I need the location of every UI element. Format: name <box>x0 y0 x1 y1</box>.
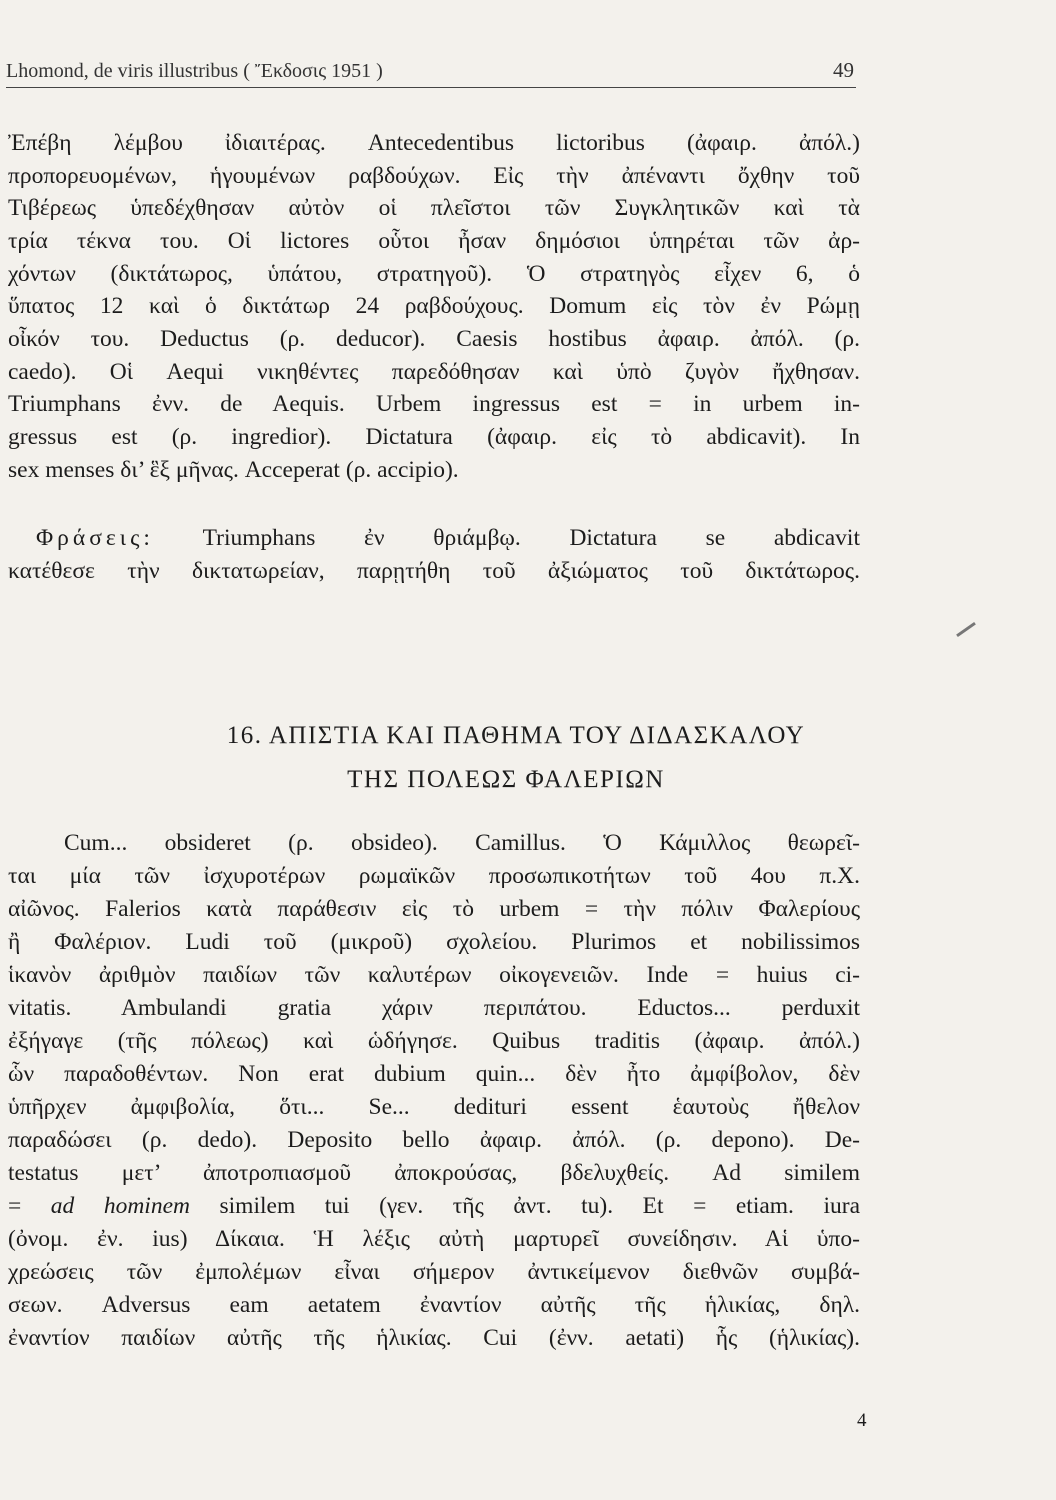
ad-line-rest: similem tui (γεν. τῆς ἀντ. tu). Et = etiam. iura <box>189 1193 860 1219</box>
text-line: ὑπῆρχεν ἀμφιβολία, ὅτι... Se... dedituri essent ἑαυτοὺς ἤθελον <box>8 1094 860 1120</box>
text-line: ἢ Φαλέριον. Ludi τοῦ (μικροῦ) σχολείου. Plurimos et nobilissimos <box>8 929 860 955</box>
running-title: Lhomond, de viris illustribus ( Ἔκδοσις 1951 ) <box>6 60 383 82</box>
text-line: σεων. Adversus eam aetatem ἐναντίον αὐτῆς τῆς ἡλικίας, δηλ. <box>8 1292 860 1318</box>
text-line: (ὀνομ. ἐν. ius) Δίκαια. Ἡ λέξις αὐτὴ μαρτυρεῖ συνείδησιν. Αἱ ὑπο- <box>8 1226 860 1252</box>
text-line: Ἐπέβη λέμβου ἰδιαιτέρας. Antecedentibus lictoribus (ἀφαιρ. ἀπόλ.) <box>8 130 860 156</box>
text-line: Cum... obsideret (ρ. obsideo). Camillus. Ὁ Κάμιλλος θεωρεῖ- <box>64 830 860 856</box>
text-line: ἐναντίον παιδίων αὐτῆς τῆς ἡλικίας. Cui (ἐνν. aetati) ἧς (ἡλικίας). <box>8 1325 860 1351</box>
text-line: τρία τέκνα του. Οἱ lictores οὗτοι ἦσαν δημόσιοι ὑπηρέται τῶν ἀρ- <box>8 228 860 254</box>
text-line: ἐξήγαγε (τῆς πόλεως) καὶ ὡδήγησε. Quibus traditis (ἀφαιρ. ἀπόλ.) <box>8 1028 860 1054</box>
text-line: αἰῶνος. Falerios κατὰ παράθεσιν εἰς τὸ urbem = τὴν πόλιν Φαλερίους <box>8 896 860 922</box>
text-line: Triumphans ἐνν. de Aequis. Urbem ingressus est = in urbem in- <box>8 391 860 417</box>
ad-line-prefix: = <box>8 1193 51 1219</box>
running-header <box>6 58 856 88</box>
phrases-line-2: κατέθεσε τὴν δικτατωρείαν, παρῃτήθη τοῦ ἀξιώματος τοῦ δικτάτωρος. <box>8 558 860 584</box>
text-line: ὕπατος 12 καὶ ὁ δικτάτωρ 24 ραβδούχους. Domum εἰς τὸν ἐν Ρώμῃ <box>8 293 860 319</box>
text-line: ται μία τῶν ἰσχυροτέρων ρωμαϊκῶν προσωπικοτήτων τοῦ 4ου π.Χ. <box>8 863 860 889</box>
section-subtitle: ΤΗΣ ΠΟΛΕΩΣ ΦΑΛΕΡΙΩΝ <box>347 766 665 793</box>
ad-line-italic: ad hominem <box>50 1193 190 1219</box>
text-line: παραδώσει (ρ. dedo). Deposito bello ἀφαιρ. ἀπόλ. (ρ. depono). De- <box>8 1127 860 1153</box>
text-line: sex menses δι’ ἓξ μῆνας. Acceperat (ρ. accipio). <box>8 457 459 483</box>
text-line: vitatis. Ambulandi gratia χάριν περιπάτου. Eductos... perduxit <box>8 995 860 1021</box>
phrases-text: Triumphans ἐν θριάμβῳ. Dictatura se abdicavit <box>153 525 860 551</box>
text-line <box>8 1191 860 1221</box>
text-line: ἱκανὸν ἀριθμὸν παιδίων τῶν καλυτέρων οἰκογενειῶν. Inde = huius ci- <box>8 962 860 988</box>
text-line: caedo). Οἱ Aequi νικηθέντες παρεδόθησαν καὶ ὑπὸ ζυγὸν ἤχθησαν. <box>8 359 860 385</box>
text-line: χρεώσεις τῶν ἐμπολέμων εἶναι σήμερον ἀντικείμενον διεθνῶν συμβά- <box>8 1259 860 1285</box>
text-line: ὧν παραδοθέντων. Non erat dubium quin... δὲν ἦτο ἀμφίβολον, δὲν <box>8 1061 860 1087</box>
phrases-line <box>36 523 860 553</box>
text-line: Τιβέρεως ὑπεδέχθησαν αὐτὸν οἱ πλεῖστοι τῶν Συγκλητικῶν καὶ τὰ <box>8 195 860 221</box>
section-title: 16. ΑΠΙΣΤΙΑ ΚΑΙ ΠΑΘΗΜΑ ΤΟΥ ΔΙΔΑΣΚΑΛΟΥ <box>226 722 806 749</box>
ink-mark <box>956 622 976 637</box>
text-line: οἶκόν του. Deductus (ρ. deducor). Caesis hostibus ἀφαιρ. ἀπόλ. (ρ. <box>8 326 860 352</box>
text-line: προπορευομένων, ἡγουμένων ραβδούχων. Εἰς τὴν ἀπέναντι ὄχθην τοῦ <box>8 163 860 189</box>
text-line: χόντων (δικτάτωρος, ὑπάτου, στρατηγοῦ). Ὁ στρατηγὸς εἶχεν 6, ὁ <box>8 261 860 287</box>
text-line: gressus est (ρ. ingredior). Dictatura (ἀφαιρ. εἰς τὸ abdicavit). In <box>8 424 860 450</box>
signature-mark: 4 <box>857 1410 867 1431</box>
page-number: 49 <box>833 58 854 82</box>
text-line: testatus μετ’ ἀποτροπιασμοῦ ἀποκρούσας, βδελυχθείς. Ad similem <box>8 1160 860 1186</box>
phrases-label: Φράσεις: <box>36 525 154 551</box>
